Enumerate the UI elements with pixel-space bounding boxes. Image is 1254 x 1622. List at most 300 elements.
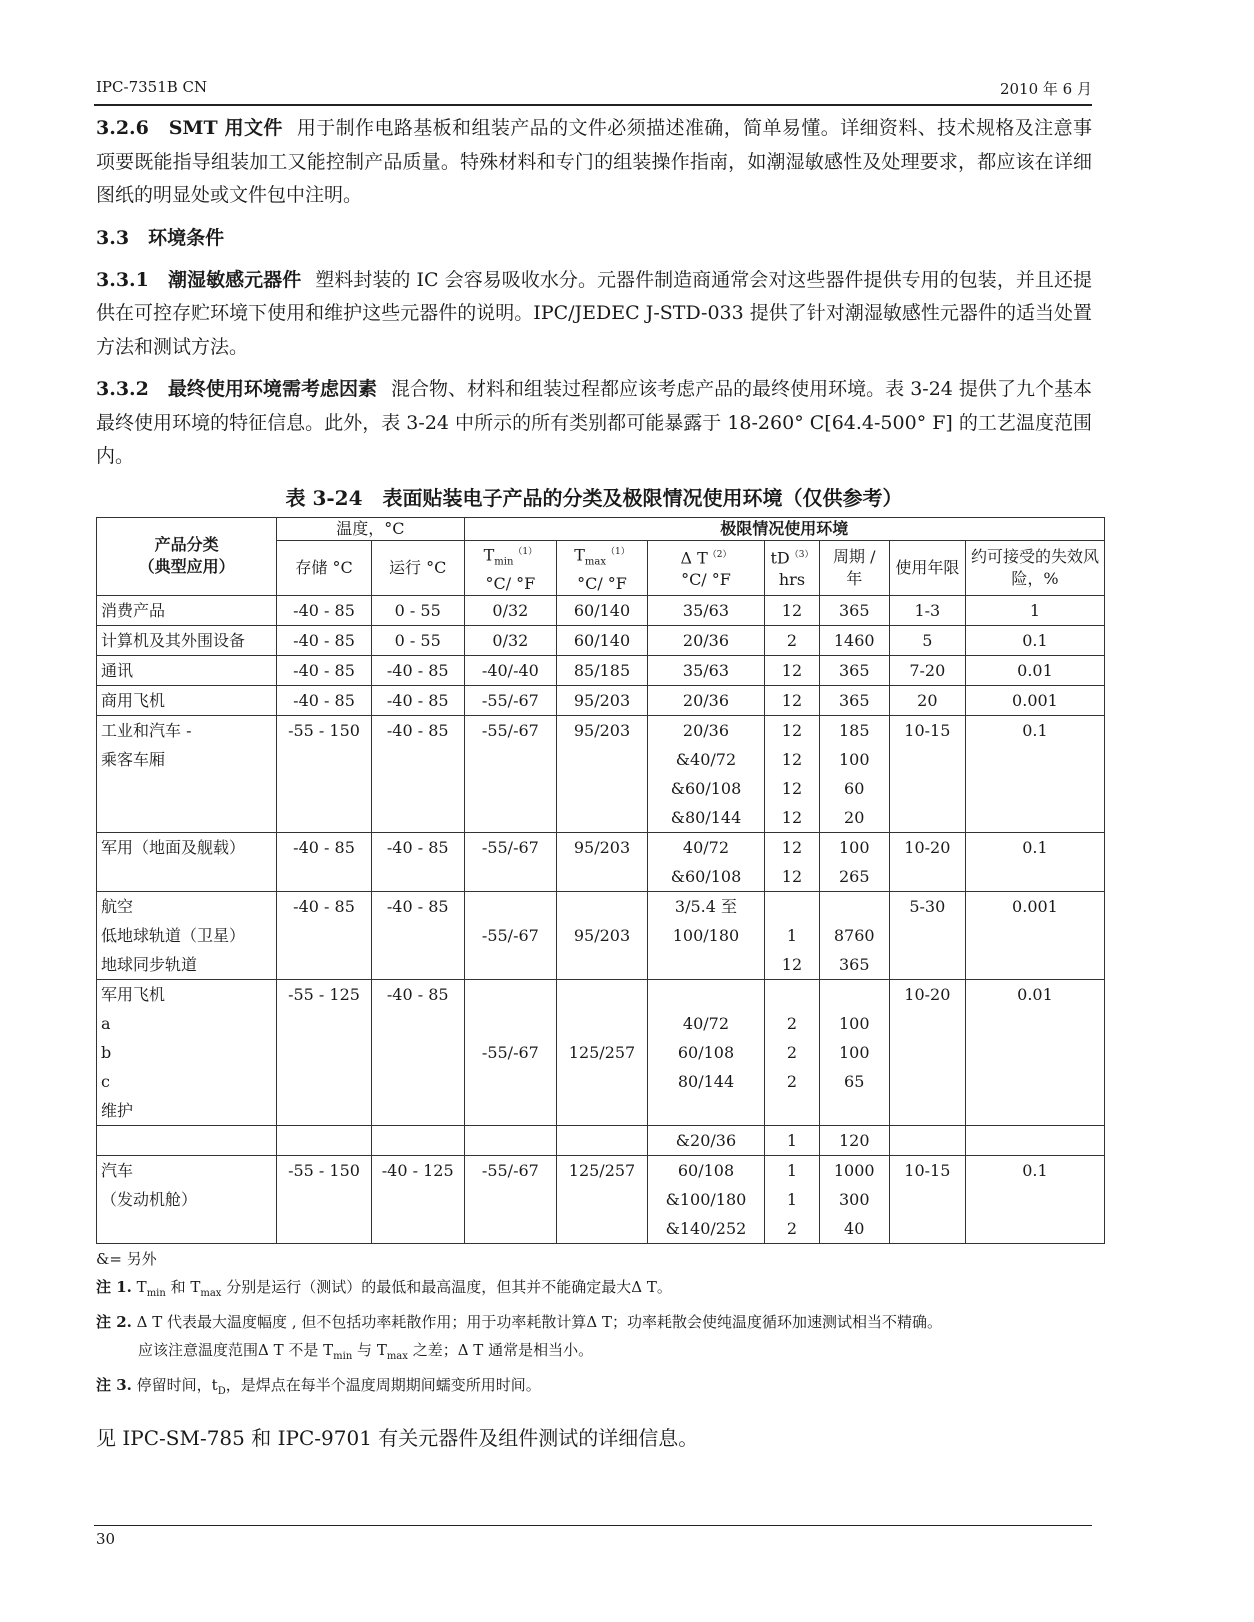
cell-line (824, 892, 885, 921)
cell-storage (277, 892, 372, 980)
cell-risk (965, 892, 1104, 980)
cell-line: 10-15 (904, 1161, 951, 1181)
section-3-2-6 (96, 112, 1092, 213)
cell-line: 365 (838, 661, 870, 681)
cell-line: 265 (838, 867, 870, 887)
cell-dt (647, 892, 764, 980)
cell-line (769, 980, 815, 1009)
cell-line: a (101, 1014, 111, 1034)
cell-risk (965, 596, 1104, 626)
cell-tmax (557, 596, 648, 626)
cell-line (376, 774, 460, 803)
cell-line (469, 980, 553, 1009)
section-3-2-6-text: 用于制作电路基板和组装产品的文件必须描述准确，简单易懂。详细资料、技术规格及注意事项要既能指导组装加工又能控制产品质量。特殊材料和专门的组装操作指南，如潮湿敏感性及处理要求，都应该在详细图纸的明显处或文件包中注明。 (96, 117, 1092, 206)
cell-line: 60/108 (677, 1161, 735, 1181)
cell-line (376, 862, 460, 891)
cell-line: -40 - 85 (293, 691, 355, 711)
cell-line (894, 1185, 961, 1214)
cell-line (281, 950, 367, 979)
cell-line: &140/252 (665, 1219, 747, 1239)
cell-operating (371, 626, 464, 656)
cell-td (765, 980, 820, 1126)
table-row (97, 686, 1105, 716)
cell-line (281, 1096, 367, 1125)
cell-category (97, 716, 277, 833)
extreme-env-header: 极限情况使用环境 (464, 517, 1104, 540)
cell-line (469, 774, 553, 803)
cell-operating (371, 980, 464, 1126)
cell-line (652, 1096, 760, 1125)
storage-header: 存储 °C (277, 540, 372, 596)
table-header-row (97, 517, 1105, 540)
cell-line (469, 1126, 553, 1155)
cell-line: 10-15 (904, 721, 951, 741)
cell-storage (277, 1126, 372, 1156)
cell-line: 100 (838, 1014, 870, 1034)
cell-line: 20 (844, 808, 865, 828)
cell-line: 0/32 (492, 631, 529, 651)
cell-line (894, 1096, 961, 1125)
cell-dt (647, 596, 764, 626)
cell-cycles (819, 716, 889, 833)
cell-risk (965, 626, 1104, 656)
cell-line: 12 (781, 838, 803, 858)
section-3-3-1 (96, 264, 1092, 365)
cell-line: 0.1 (1022, 631, 1048, 651)
cell-years (889, 980, 965, 1126)
cell-category (97, 1156, 277, 1244)
section-number: 3.3.1 (96, 268, 149, 291)
cell-line (281, 1185, 367, 1214)
cell-line: 12 (781, 601, 803, 621)
section-title: 环境条件 (148, 226, 225, 249)
cell-line (970, 1038, 1100, 1067)
cell-line (652, 950, 760, 979)
cell-years (889, 833, 965, 892)
cell-risk (965, 1156, 1104, 1244)
cell-risk (965, 1126, 1104, 1156)
cell-storage (277, 716, 372, 833)
cell-line (376, 1009, 460, 1038)
cell-line (561, 774, 643, 803)
cell-line: -40/-40 (481, 661, 539, 681)
cell-line (469, 1009, 553, 1038)
cell-dt (647, 656, 764, 686)
cell-category (97, 656, 277, 686)
tmax-header: $T_{max}^{(1)}$ °C/ °F (557, 540, 648, 596)
cell-line (469, 1096, 553, 1125)
header-rule (94, 104, 1092, 106)
note-2-cont: 应该注意温度范围Δ T 不是 $T_{min}$ 与 $T_{max}$ 之差；Δ T 通常是相当小。 (138, 1341, 594, 1363)
cell-line (376, 803, 460, 832)
footer-rule (94, 1525, 1092, 1526)
cell-line: -55/-67 (481, 838, 539, 858)
cell-line (561, 1185, 643, 1214)
see-also-text: 见 IPC-SM-785 和 IPC-9701 有关元器件及组件测试的详细信息。 (96, 1426, 699, 1451)
cell-td (765, 892, 820, 980)
table-body (97, 596, 1105, 1244)
cell-line (970, 1009, 1100, 1038)
cell-category (97, 833, 277, 892)
cell-line (970, 1126, 1100, 1155)
cell-line (970, 774, 1100, 803)
cell-line: &60/108 (670, 779, 742, 799)
cell-line: 0 - 55 (394, 601, 441, 621)
cell-line: 10-20 (904, 985, 951, 1005)
cell-line: 365 (838, 601, 870, 621)
cell-dt (647, 1156, 764, 1244)
cell-operating (371, 686, 464, 716)
cell-line: -40 - 85 (293, 661, 355, 681)
cell-years (889, 656, 965, 686)
cell-line: -40 - 85 (386, 661, 449, 681)
cell-line: -55/-67 (481, 721, 539, 741)
cell-tmin (464, 656, 557, 686)
delta-t-header: Δ $T^{(2)}$ °C/ °F (647, 540, 764, 596)
cell-category (97, 686, 277, 716)
section-number: 3.3 (96, 226, 130, 249)
section-3-3-2-heading (96, 378, 377, 400)
page-number: 30 (96, 1530, 116, 1548)
cell-line: 100 (838, 838, 870, 858)
table-row (97, 596, 1105, 626)
cell-line: 20/36 (682, 691, 730, 711)
cell-tmax (557, 626, 648, 656)
cell-cycles (819, 656, 889, 686)
cell-line (281, 803, 367, 832)
cell-tmax (557, 656, 648, 686)
cell-line: 2 (786, 1014, 798, 1034)
cell-line (894, 1038, 961, 1067)
section-3-2-6-heading (96, 117, 283, 139)
cell-line (561, 1067, 643, 1096)
cell-line (894, 745, 961, 774)
cell-line: -40 - 85 (386, 691, 449, 711)
cell-operating (371, 716, 464, 833)
cell-cycles (819, 1156, 889, 1244)
cell-line: 1 (1029, 601, 1041, 621)
cell-line (561, 862, 643, 891)
cell-line (281, 1067, 367, 1096)
cell-line: 军用（地面及舰载） (101, 838, 246, 858)
cell-line (970, 862, 1100, 891)
cell-line: 5-30 (909, 897, 946, 917)
cell-td (765, 686, 820, 716)
cell-line (894, 862, 961, 891)
cell-line: -55/-67 (481, 926, 539, 946)
cell-td (765, 656, 820, 686)
cell-line: 95/203 (573, 926, 631, 946)
cell-cycles (819, 686, 889, 716)
cell-line: 100/180 (672, 926, 740, 946)
cell-line (970, 1096, 1100, 1125)
cell-line: -40 - 85 (293, 897, 355, 917)
cell-line (561, 1214, 643, 1243)
category-header-line2: （典型应用） (138, 557, 235, 577)
cell-line: 2 (786, 631, 798, 651)
section-3-3-1-text: 塑料封装的 IC 会容易吸收水分。元器件制造商通常会对这些器件提供专用的包装，并且还提供在可控存贮环境下使用和维护这些元器件的说明。IPC/JEDEC J-STD-033 提供了针对潮湿敏感性元器件的适当处置方法和测试方法。 (96, 268, 1092, 358)
cell-line (281, 745, 367, 774)
cell-line: &60/108 (670, 867, 742, 887)
cell-category (97, 596, 277, 626)
cell-line: 2 (786, 1072, 798, 1092)
cell-line (376, 1126, 460, 1155)
cell-line (281, 921, 367, 950)
cell-storage (277, 656, 372, 686)
cell-tmin (464, 1126, 557, 1156)
environment-table (96, 517, 1105, 1245)
cell-line: -55/-67 (481, 1161, 539, 1181)
cell-line: 95/203 (573, 721, 631, 741)
cell-line: 40/72 (682, 1014, 730, 1034)
table-notes (96, 1245, 1092, 1406)
section-title: SMT 用文件 (168, 117, 283, 139)
cell-line: 12 (781, 691, 803, 711)
cell-line: -55 - 125 (288, 985, 360, 1005)
cell-line (469, 1214, 553, 1243)
table-row (97, 1156, 1105, 1244)
cell-years (889, 892, 965, 980)
cell-line: -55/-67 (481, 691, 539, 711)
cell-line: 1000 (833, 1161, 875, 1181)
cell-line: 300 (838, 1190, 870, 1210)
section-3-3-2-text: 混合物、材料和组装过程都应该考虑产品的最终使用环境。表 3-24 提供了九个基本最终使用环境的特征信息。此外，表 3-24 中所示的所有类别都可能暴露于 18-260° C[64.4-500° F] 的工艺温度范围内。 (96, 378, 1092, 467)
cell-line (281, 1214, 367, 1243)
cell-line: 40 (844, 1219, 865, 1239)
cell-td (765, 626, 820, 656)
cell-tmax (557, 833, 648, 892)
cell-line: -40 - 85 (386, 721, 449, 741)
cell-cycles (819, 833, 889, 892)
cell-line (894, 1009, 961, 1038)
operating-header: 运行 °C (371, 540, 464, 596)
cell-line: 65 (844, 1072, 865, 1092)
cell-line: 12 (781, 661, 803, 681)
cell-storage (277, 686, 372, 716)
cell-line: -40 - 85 (386, 838, 449, 858)
cell-line: -40 - 85 (293, 601, 355, 621)
page-header (96, 78, 1092, 99)
cell-line: -40 - 85 (386, 985, 449, 1005)
cell-operating (371, 833, 464, 892)
cell-category (97, 626, 277, 656)
cell-line: -40 - 85 (293, 838, 355, 858)
category-header-line1: 产品分类 (154, 535, 219, 555)
page-content (96, 112, 1099, 1471)
cell-line (281, 1009, 367, 1038)
cell-dt (647, 626, 764, 656)
cell-line (376, 950, 460, 979)
cell-line: 365 (838, 691, 870, 711)
cell-line: 10-20 (904, 838, 951, 858)
cell-cycles (819, 892, 889, 980)
section-number: 3.2.6 (96, 117, 149, 139)
cell-line (376, 1185, 460, 1214)
cell-td (765, 1156, 820, 1244)
cell-line (376, 921, 460, 950)
cell-line: 60/140 (573, 631, 631, 651)
cell-line (894, 803, 961, 832)
cell-operating (371, 1156, 464, 1244)
cell-line: 1 (786, 926, 798, 946)
cell-line (101, 1126, 272, 1155)
table-row (97, 656, 1105, 686)
cell-line: 100 (838, 1043, 870, 1063)
cell-line: 120 (838, 1131, 870, 1151)
cell-td (765, 716, 820, 833)
cell-tmin (464, 596, 557, 626)
cell-line: &20/36 (675, 1131, 737, 1151)
cell-line: 85/185 (573, 661, 631, 681)
cell-line (469, 803, 553, 832)
cell-line: 商用飞机 (101, 691, 166, 711)
section-3-3-heading (96, 222, 1092, 255)
cell-line (970, 1214, 1100, 1243)
cell-line: 7-20 (909, 661, 946, 681)
cell-line: 12 (781, 955, 803, 975)
header-doc-id: IPC-7351B CN (96, 78, 208, 96)
cell-line: -55 - 150 (288, 721, 360, 741)
cell-line (769, 892, 815, 921)
cell-line: -40 - 85 (293, 631, 355, 651)
cell-line: -55/-67 (481, 1043, 539, 1063)
cell-line (469, 745, 553, 774)
cell-line: 0 - 55 (394, 631, 441, 651)
cell-line: （发动机舱） (101, 1190, 198, 1210)
section-number: 3.3.2 (96, 378, 149, 400)
cell-category (97, 892, 277, 980)
cell-line (281, 774, 367, 803)
cell-tmax (557, 716, 648, 833)
cell-line: 185 (838, 721, 870, 741)
cell-line (376, 1067, 460, 1096)
cell-line: 60 (844, 779, 865, 799)
cell-risk (965, 980, 1104, 1126)
cell-line (894, 774, 961, 803)
cell-line: 2 (786, 1043, 798, 1063)
risk-header: 约可接受的失效风险，% (965, 540, 1104, 596)
cell-line: 12 (781, 867, 803, 887)
cell-tmin (464, 686, 557, 716)
cell-line (561, 892, 643, 921)
cell-years (889, 686, 965, 716)
cell-line (561, 980, 643, 1009)
cell-line (894, 1067, 961, 1096)
note-amp: &= 另外 (96, 1250, 157, 1269)
cell-line (281, 1038, 367, 1067)
cell-line (561, 1096, 643, 1125)
cell-line (970, 1067, 1100, 1096)
cell-operating (371, 656, 464, 686)
cell-storage (277, 833, 372, 892)
cell-cycles (819, 596, 889, 626)
table-row (97, 892, 1105, 980)
cell-dt (647, 1126, 764, 1156)
cell-line: 1 (786, 1161, 798, 1181)
cell-line (469, 862, 553, 891)
cell-line: &80/144 (670, 808, 742, 828)
cell-line: 80/144 (677, 1072, 735, 1092)
cell-tmax (557, 1126, 648, 1156)
tmin-header: $T_{min}^{(1)}$ °C/ °F (464, 540, 557, 596)
section-title: 最终使用环境需考虑因素 (167, 378, 377, 400)
cell-line: 365 (838, 955, 870, 975)
note-1: 注 1. $T_{min}$ 和 $T_{max}$ 分别是运行（测试）的最低和最高温度，但其并不能确定最大Δ T。 (96, 1278, 672, 1300)
cell-line: 军用飞机 (101, 985, 166, 1005)
cell-tmax (557, 980, 648, 1126)
cell-years (889, 596, 965, 626)
years-header: 使用年限 (889, 540, 965, 596)
section-title: 潮湿敏感元器件 (167, 268, 302, 291)
cell-td (765, 833, 820, 892)
cell-line: 0/32 (492, 601, 529, 621)
cell-line (561, 950, 643, 979)
cell-line: 维护 (101, 1101, 134, 1121)
cell-line: 消费产品 (101, 601, 166, 621)
cell-dt (647, 833, 764, 892)
cell-line: 0.01 (1017, 661, 1053, 681)
cell-tmin (464, 892, 557, 980)
cell-line: 60/140 (573, 601, 631, 621)
section-3-3-2 (96, 373, 1092, 474)
table-caption: 表 3-24 表面贴装电子产品的分类及极限情况使用环境（仅供参考） (285, 485, 903, 510)
cell-risk (965, 716, 1104, 833)
cell-line: 通讯 (101, 661, 134, 681)
cell-line (469, 950, 553, 979)
cell-line: 12 (781, 721, 803, 741)
cell-line: 60/108 (677, 1043, 735, 1063)
cell-line: 20/36 (682, 721, 730, 741)
cell-line (561, 1126, 643, 1155)
cell-line: 12 (781, 779, 803, 799)
cell-operating (371, 596, 464, 626)
cell-line: 1 (786, 1190, 798, 1210)
cell-storage (277, 980, 372, 1126)
cell-line (469, 1067, 553, 1096)
cell-line (561, 1009, 643, 1038)
cell-line: 低地球轨道（卫星） (101, 926, 246, 946)
table-head (97, 517, 1105, 596)
cell-line: 95/203 (573, 691, 631, 711)
table-row (97, 980, 1105, 1126)
cell-line: 100 (838, 750, 870, 770)
cell-td (765, 1126, 820, 1156)
cell-tmin (464, 1156, 557, 1244)
cell-line: 35/63 (682, 601, 730, 621)
cell-dt (647, 716, 764, 833)
table-row (97, 716, 1105, 833)
cell-line (469, 892, 553, 921)
cell-cycles (819, 1126, 889, 1156)
cell-line: 0.01 (1017, 985, 1053, 1005)
cell-line: 20 (917, 691, 938, 711)
table-row (97, 626, 1105, 656)
cell-line (101, 774, 272, 803)
cell-line (970, 745, 1100, 774)
cell-cycles (819, 980, 889, 1126)
cell-line: 20/36 (682, 631, 730, 651)
cell-line (281, 862, 367, 891)
cell-line (652, 980, 760, 1009)
cell-line: -40 - 125 (381, 1161, 454, 1181)
cell-line (970, 1185, 1100, 1214)
cell-line: 0.001 (1012, 691, 1058, 711)
cell-tmin (464, 716, 557, 833)
cell-line (376, 1214, 460, 1243)
cell-line: 40/72 (682, 838, 730, 858)
cell-years (889, 626, 965, 656)
cell-line (281, 1126, 367, 1155)
